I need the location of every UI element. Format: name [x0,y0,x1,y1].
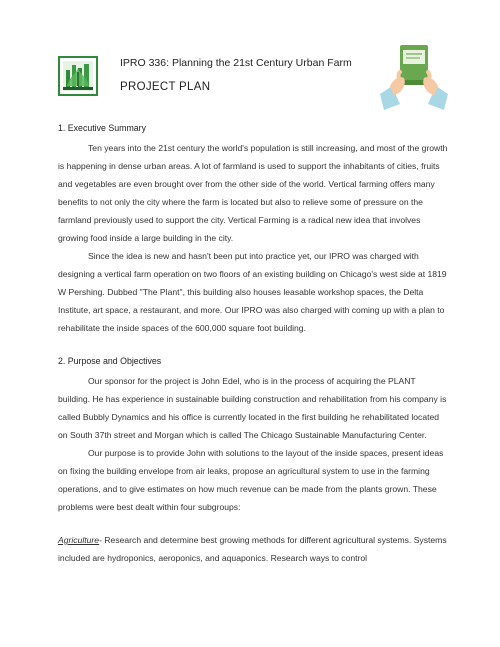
section-heading-executive-summary: 1. Executive Summary [58,123,146,133]
section-heading-purpose-objectives: 2. Purpose and Objectives [58,356,162,366]
subgroup-paragraph [58,531,448,567]
course-title: IPRO 336: Planning the 21st Century Urban Farm [120,57,352,69]
document-title: PROJECT PLAN [120,81,211,93]
subgroup-label-agriculture: Agriculture [58,535,100,545]
subgroup-text: - Research and determine best growing methods for different agricultural systems. Systems included are hydroponics, aeroponics, and aquaponics. Research ways to control [58,535,447,563]
paragraph: Since the idea is new and hasn't been put into practice yet, our IPRO was charged with designing a vertical farm operation on two floors of an existing building on Chicago's west side at 1819 W Pershing. Dubbed "The Plant", this building also houses leasable workshop spaces, the Delta Institute, art space, a restaurant, and more. Our IPRO was also charged with coming up with a plan to rehabilitate the inside spaces of the 600,000 square foot building. [58,251,447,333]
document-header [58,42,448,112]
hands-holding-seed-packet-icon [378,42,450,112]
paragraph: Ten years into the 21st century the world's population is still increasing, and most of the growth is happening in dense urban areas. A lot of farmland is used to support the inhabitants of cities, fruits and vegetables are even brought over from the other side of the world. Vertical farming offers many benefits to not only the city where the farm is located but also to relieve some of pressure on the farmland previously used to support the city. Vertical Farming is a radical new idea that involves growing food inside a large building in the city. [58,143,448,243]
paragraph: Our sponsor for the project is John Edel, who is in the process of acquiring the PLANT building. He has experience in sustainable building construction and rehabilitation from his company is called Bubbly Dynamics and his office is currently located in the first building he rehabilitated located on South 37th street and Morgan which is called The Chicago Sustainable Manufacturing Center. [58,376,447,440]
plant-building-logo-icon [58,56,98,96]
document-body [58,119,448,567]
paragraph: Our purpose is to provide John with solutions to the layout of the inside spaces, present ideas on fixing the building envelope from air leaks, propose an agricultural system to use in the farming operations, and to give estimates on how much revenue can be made from the plants grown. These problems were best dealt within four subgroups: [58,448,444,512]
